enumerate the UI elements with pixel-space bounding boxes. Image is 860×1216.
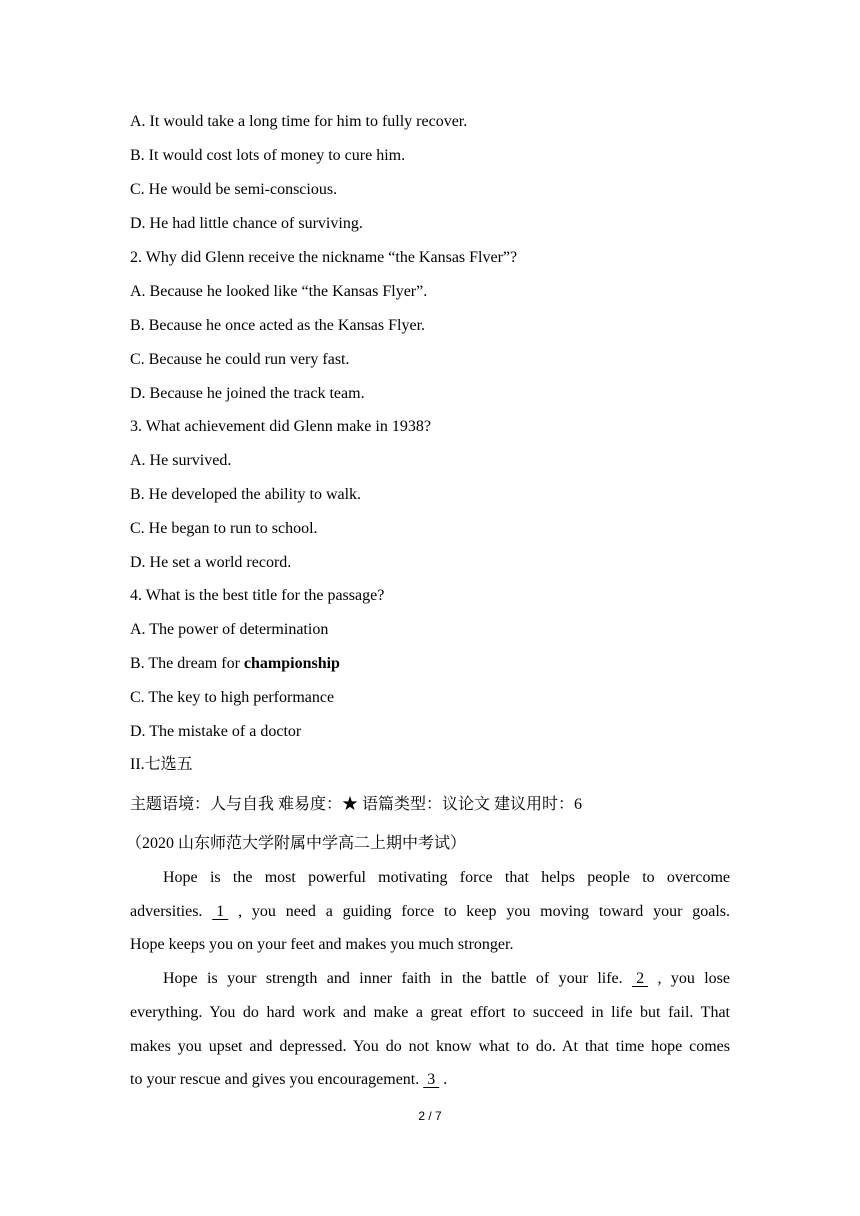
p2-line1-before: Hope is your strength and inner faith in the battle of your life. [163,970,623,987]
q3-option-d: D. He set a world record. [130,554,292,571]
passage-p1-line1: Hope is the most powerful motivating force that helps people to overcome [163,869,730,886]
section-source: （2020 山东师范大学附属中学高二上期中考试） [126,835,467,852]
q3-option-c: C. He began to run to school. [130,520,318,537]
q2-option-a: A. Because he looked like “the Kansas Flyer”. [130,283,428,300]
q1-option-d: D. He had little chance of surviving. [130,215,363,232]
passage-p2-line4 [130,1070,447,1090]
q2-stem: 2. Why did Glenn receive the nickname “the Kansas Flver”? [130,249,518,266]
q1-option-b: B. It would cost lots of money to cure him. [130,147,406,164]
passage-p2-line3: makes you upset and depressed. You do not know what to do. At that time hope comes [130,1038,730,1055]
q1-option-a: A. It would take a long time for him to fully recover. [130,113,468,130]
page-number: 2 / 7 [418,1109,442,1123]
p1-line2-after: , you need a guiding force to keep you moving toward your goals. [238,903,731,920]
passage-p1-line3: Hope keeps you on your feet and makes you much stronger. [130,936,514,953]
blank-2: 2 [632,970,649,987]
section-meta: 主题语境：人与自我 难易度：★ 语篇类型：议论文 建议用时：6 [130,796,583,813]
q4-option-c: C. The key to high performance [130,689,335,706]
q1-option-c: C. He would be semi-conscious. [130,181,338,198]
q2-option-d: D. Because he joined the track team. [130,385,365,402]
q4-option-a: A. The power of determination [130,621,329,638]
q4-stem: 4. What is the best title for the passage? [130,587,385,604]
q3-option-a: A. He survived. [130,452,232,469]
q2-option-b: B. Because he once acted as the Kansas Flyer. [130,317,426,334]
q2-option-c: C. Because he could run very fast. [130,351,350,368]
passage-p1-line2 [130,902,730,922]
q4-option-d: D. The mistake of a doctor [130,723,302,740]
section-heading: II.七选五 [130,756,193,773]
q3-stem: 3. What achievement did Glenn make in 1938? [130,418,431,435]
p1-line2-before: adversities. [130,903,203,920]
q4-option-b-prefix: B. The dream for [130,655,244,672]
blank-3: 3 [423,1071,440,1088]
passage-p2-line2: everything. You do hard work and make a great effort to succeed in life but fail. That [130,1004,730,1021]
q4-option-b [130,654,340,674]
p2-line4-after: . [443,1071,448,1088]
p2-line4-before: to your rescue and gives you encouragement. [130,1071,420,1088]
passage-p2-line1 [163,969,730,989]
q4-option-b-bold-word: championship [243,655,340,672]
p2-line1-after: , you lose [657,970,731,987]
q3-option-b: B. He developed the ability to walk. [130,486,362,503]
blank-1: 1 [212,903,229,920]
